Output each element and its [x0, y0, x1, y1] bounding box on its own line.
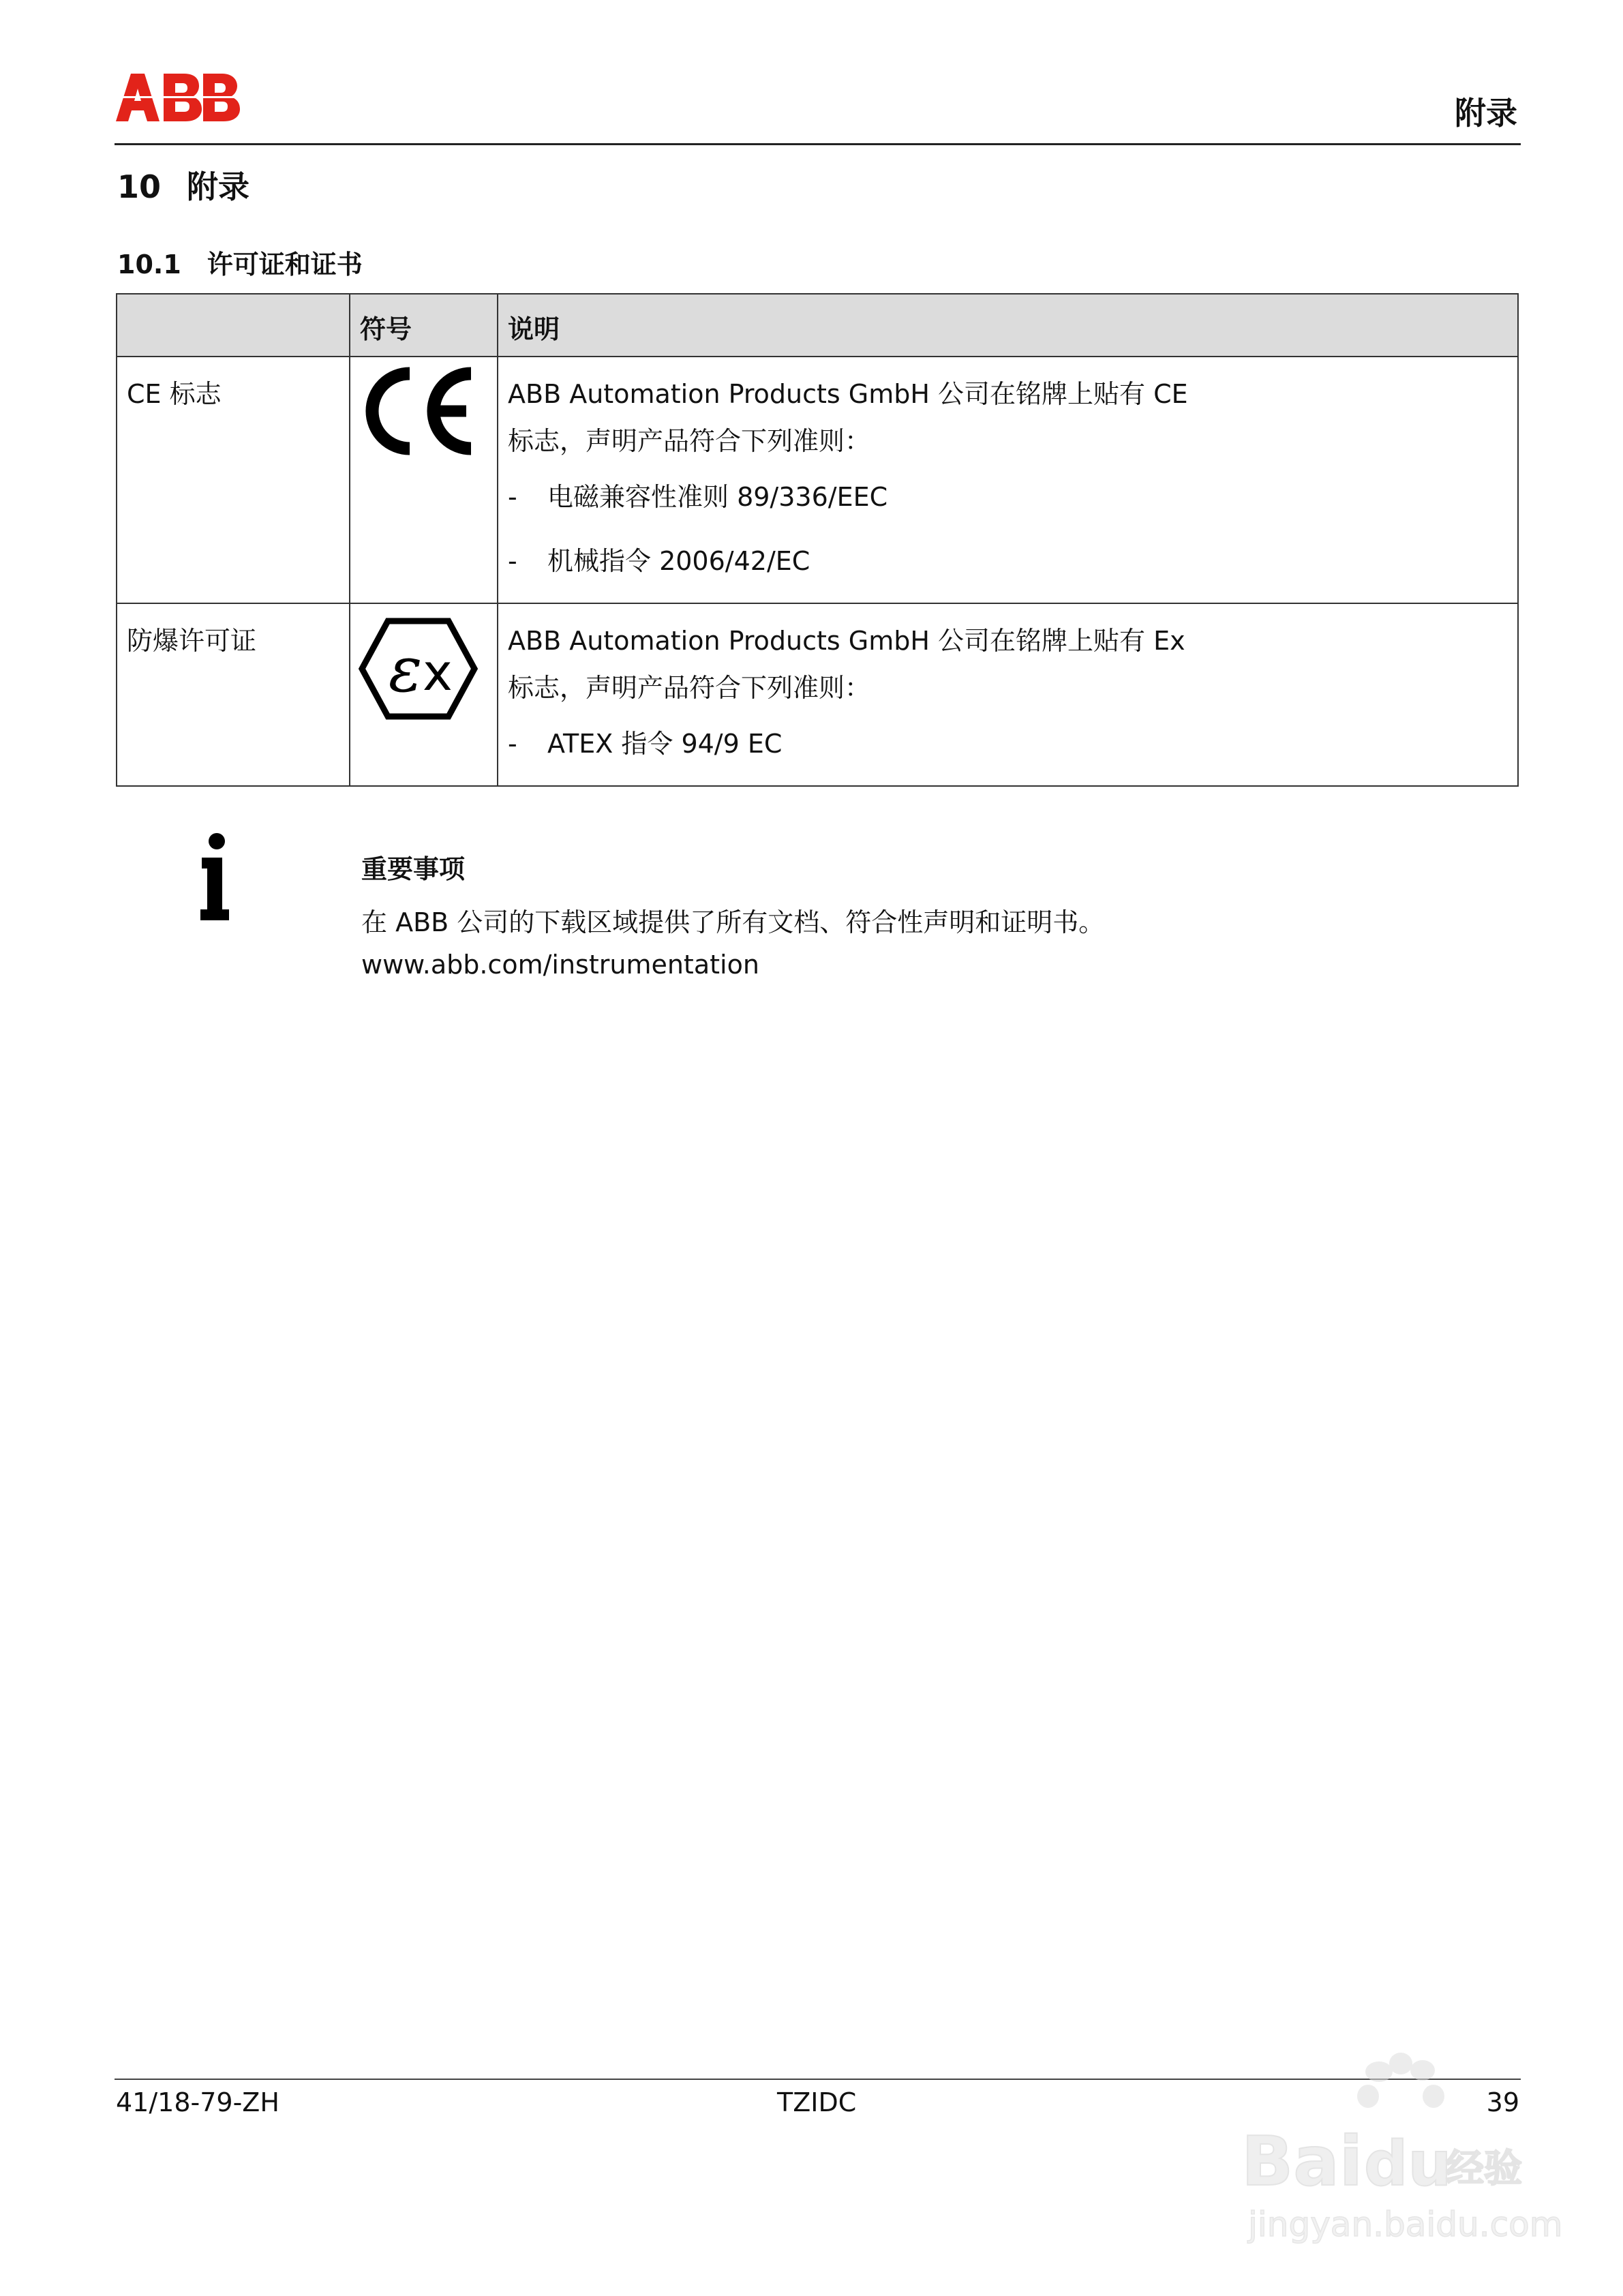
- ex-explosion-protection-icon: [359, 618, 478, 720]
- info-icon: [198, 833, 232, 922]
- note-url: www.abb.com/instrumentation: [361, 950, 759, 980]
- watermark-brand: Bai: [1241, 2121, 1363, 2201]
- chapter-heading: [117, 162, 249, 207]
- table-header-cell: [117, 294, 350, 357]
- description-line: 标志，声明产品符合下列准则：: [508, 673, 871, 703]
- list-item: - 机械指令 2006/42/EC: [508, 546, 810, 576]
- table-header-cell: 说明: [498, 294, 1518, 357]
- description-line: ABB Automation Products GmbH 公司在铭牌上贴有 Ex: [508, 626, 1185, 656]
- header-divider: [115, 143, 1521, 145]
- certificates-table: [116, 293, 1519, 787]
- note-title: 重要事项: [361, 854, 466, 884]
- chapter-title: 附录: [187, 168, 250, 205]
- section-number: 10.1: [117, 250, 181, 280]
- header-section-title: 附录: [1455, 95, 1517, 132]
- table-cell-name: 防爆许可证: [117, 603, 350, 786]
- svg-text:ε: ε: [389, 633, 423, 706]
- ce-mark-icon: [359, 367, 478, 455]
- list-item: - ATEX 指令 94/9 EC: [508, 729, 783, 759]
- table-cell-description: [498, 357, 1518, 603]
- footer-page-number: 39: [1486, 2087, 1519, 2117]
- table-cell-description: [498, 603, 1518, 786]
- baidu-watermark: [1234, 2049, 1563, 2253]
- abb-logo: [116, 74, 240, 121]
- table-cell-symbol: [350, 357, 498, 603]
- watermark-brand-2: du: [1364, 2128, 1452, 2200]
- section-heading: [117, 243, 363, 281]
- note-text: 在 ABB 公司的下载区域提供了所有文档、符合性声明和证明书。: [361, 907, 1105, 937]
- table-header-row: [117, 294, 1518, 357]
- watermark-label: 经验: [1446, 2147, 1522, 2191]
- description-line: ABB Automation Products GmbH 公司在铭牌上贴有 CE: [508, 379, 1188, 409]
- table-row: [117, 603, 1518, 786]
- footer-product: TZIDC: [777, 2087, 857, 2117]
- table-cell-name: CE 标志: [117, 357, 350, 603]
- chapter-number: 10: [117, 168, 162, 205]
- table-header-cell: 符号: [350, 294, 498, 357]
- description-line: 标志，声明产品符合下列准则：: [508, 426, 871, 456]
- table-cell-symbol: [350, 603, 498, 786]
- svg-text:x: x: [423, 644, 453, 702]
- section-title: 许可证和证书: [207, 250, 363, 280]
- footer-doc-number: 41/18-79-ZH: [116, 2087, 279, 2117]
- list-item: - 电磁兼容性准则 89/336/EEC: [508, 482, 888, 512]
- watermark-url: jingyan.baidu.com: [1248, 2205, 1563, 2244]
- table-row: [117, 357, 1518, 603]
